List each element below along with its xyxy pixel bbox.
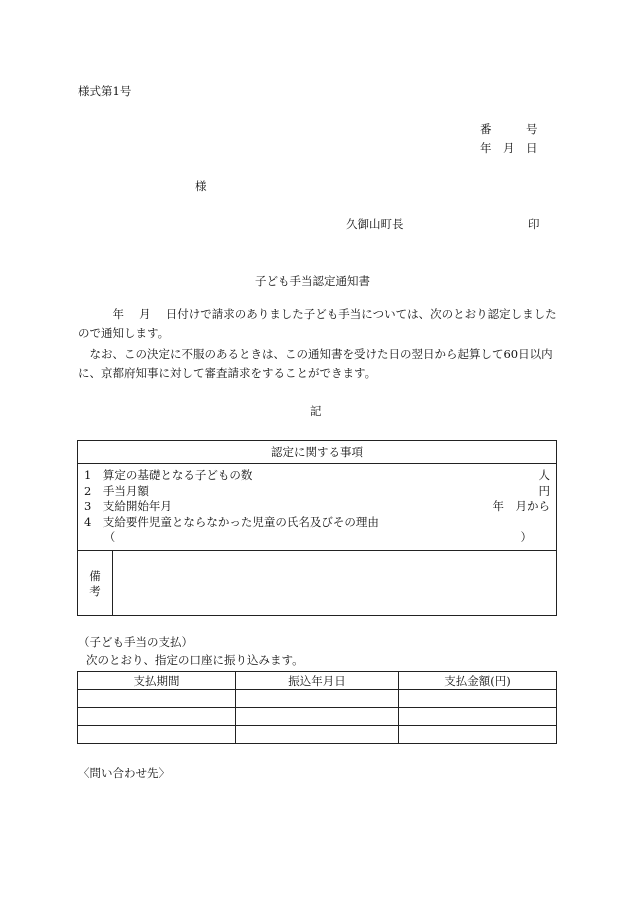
remarks-char-1: 備 — [89, 568, 101, 583]
item-unit: 人 — [538, 468, 550, 482]
document-number: 番 号 — [480, 122, 538, 136]
column-payment-amount: 支払金額(円) — [398, 672, 556, 690]
table-cell — [78, 726, 236, 744]
item-unit: 円 — [538, 483, 550, 498]
ki-heading: 記 — [310, 404, 322, 418]
item-label: 4 支給要件児童とならなかった児童の氏名及びその理由 — [84, 514, 379, 529]
table-cell — [236, 726, 399, 744]
table-cell — [236, 708, 399, 726]
table-cell — [78, 708, 236, 726]
remarks-field — [113, 550, 557, 615]
item-row — [84, 468, 550, 484]
table-cell — [398, 708, 556, 726]
item-row — [84, 484, 550, 500]
remarks-label — [78, 550, 113, 615]
certification-items — [78, 464, 557, 551]
issue-date: 年 月 日 — [480, 141, 538, 155]
table-cell — [236, 690, 399, 708]
item-row — [84, 499, 550, 515]
issuer: 久御山町長 — [346, 217, 404, 231]
item-label: 1 算定の基礎となる子どもの数 — [84, 468, 253, 482]
payment-heading: （子ども手当の支払） — [78, 635, 193, 649]
item-row — [84, 515, 550, 531]
item-unit: 年 月から — [492, 499, 550, 513]
table-cell — [398, 726, 556, 744]
payment-table-header — [78, 672, 557, 690]
table-row — [78, 726, 557, 744]
column-transfer-date: 振込年月日 — [236, 672, 399, 690]
certification-table-header: 認定に関する事項 — [78, 441, 557, 464]
payment-note: 次のとおり、指定の口座に振り込みます。 — [86, 653, 304, 667]
table-row — [78, 690, 557, 708]
seal-mark: 印 — [528, 217, 540, 231]
item-label: 3 支給開始年月 — [84, 499, 172, 513]
table-cell — [78, 690, 236, 708]
column-payment-period: 支払期間 — [78, 672, 236, 690]
item-label: （ — [98, 530, 116, 544]
table-cell — [398, 690, 556, 708]
certification-table — [77, 440, 557, 616]
item-row — [84, 530, 550, 546]
body-paragraph-1: 年 月 日付けで請求のありました子ども手当については、次のとおり認定しましたので通知します。 — [78, 307, 557, 340]
remarks-char-2: 考 — [89, 583, 101, 598]
contact-heading: 〈問い合わせ先〉 — [78, 766, 170, 780]
item-unit: ） — [520, 530, 532, 544]
payment-table — [77, 671, 557, 744]
document-title: 子ども手当認定通知書 — [255, 274, 370, 288]
form-number: 様式第1号 — [78, 84, 132, 98]
item-label: 2 手当月額 — [84, 483, 149, 498]
addressee: 様 — [195, 179, 207, 193]
body-paragraph-2: なお、この決定に不服のあるときは、この通知書を受けた日の翌日から起算して60日以内に、京都府知事に対して審査請求をすることができます。 — [78, 347, 553, 380]
table-row — [78, 708, 557, 726]
